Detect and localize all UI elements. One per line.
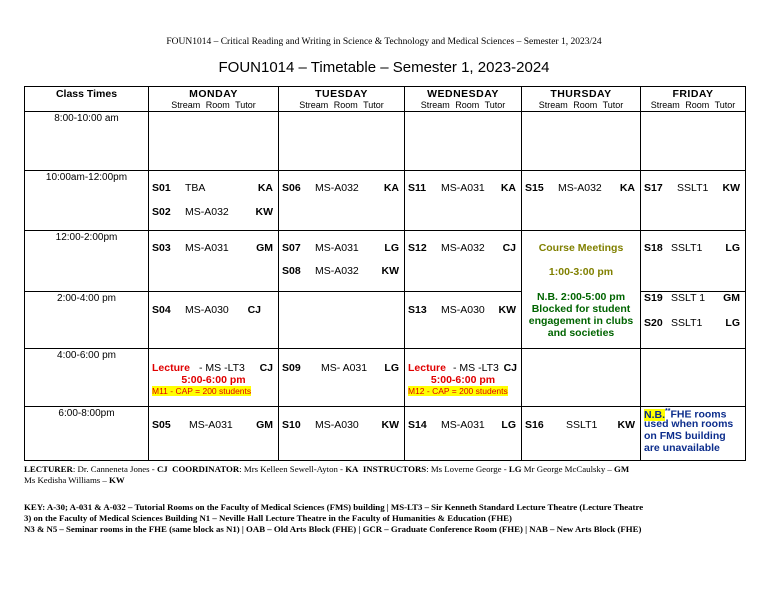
column-subheader: Stream Room Tutor [171,100,256,110]
time-cell: 10:00am-12:00pm [25,171,149,231]
session-entry [522,419,640,432]
class-times-label: Class Times [55,88,118,100]
tutor: KA [500,182,516,194]
table-cell [405,171,522,231]
stream: S07 [282,242,301,254]
lecturer-name: : Dr. Canneneta Jones - [72,464,157,474]
tutor: GM [256,242,273,254]
lecture-label: Lecture [408,362,446,374]
fhe-note-line: used when rooms [644,418,734,430]
room: MS-A030 [315,419,359,431]
stream: S16 [525,419,544,431]
fhe-note-text: FHE rooms [670,408,727,421]
lecture-label: Lecture [152,362,190,374]
tutor: KW [722,182,740,194]
course-meetings-time: 1:00-3:00 pm [548,266,614,278]
fhe-note-line: on FMS building [644,430,726,442]
table-row [25,112,746,171]
room: TBA [185,182,206,194]
key-line: N3 & N5 – Seminar rooms in the FHE (same block as N1) | OAB – Old Arts Block (FHE) | GCR – Graduate Conference Room (FHE) | NAB – New Arts Block (FHE) [24,524,642,534]
session-entry [522,182,640,195]
stream: S18 [644,242,663,254]
session-entry [641,242,745,255]
tutor: CJ [502,242,516,254]
room: SSLT1 [677,182,709,194]
room-key [24,502,754,535]
room: MS-A032 [558,182,602,194]
table-cell [641,349,746,407]
day-header-monday [149,87,279,112]
room: MS-A032 [185,206,229,218]
room: SSLT1 [671,317,703,329]
time-cell: 2:00-4:00 pm [25,292,149,349]
room: SSLT1 [566,419,598,431]
engagement-text: engagement in clubs [528,315,634,327]
table-cell [522,349,641,407]
tutor: LG [384,242,399,254]
table-cell [149,171,279,231]
instructor-1-name: : Ms Loverne George - [426,464,509,474]
capacity-badge: M11 - CAP = 200 students [152,386,252,396]
lecture-room: - MS -LT3 [199,362,245,374]
tutor: LG [725,317,740,329]
tutor: KA [619,182,635,194]
day-header-friday [641,87,746,112]
table-cell [522,407,641,461]
room: MS-A031 [441,419,485,431]
lecture-capacity [152,385,278,397]
table-cell [279,112,405,171]
session-entry [279,419,404,432]
class-times-header [25,87,149,112]
stream: S13 [408,304,427,316]
instructor-2-name: Mr George McCaulsky – [521,464,615,474]
tutor: CJ [247,304,261,316]
session-entry [405,419,521,432]
time-cell: 4:00-6:00 pm [25,349,149,407]
session-entry [405,242,521,255]
session-entry [149,182,278,195]
coordinator-code: KA [345,464,359,474]
session-entry [279,242,404,255]
time-cell: 8:00-10:00 am [25,112,149,171]
stream: S06 [282,182,301,194]
staff-legend [24,464,754,486]
column-subheader: Stream Room Tutor [420,100,506,110]
lecture-cell-monday [149,349,279,407]
tutor: LG [725,242,740,254]
instructor-3-name: Ms Kedisha Williams – [24,475,110,485]
lecture-time: 5:00-6:00 pm [181,374,246,386]
table-cell [405,112,522,171]
table-cell [149,407,279,461]
stream: S15 [525,182,544,194]
table-cell [641,292,746,349]
time-cell: 12:00-2:00pm [25,231,149,292]
room: MS-A031 [185,242,229,254]
tutor: KA [383,182,399,194]
key-line: KEY: A-30; A-031 & A-032 – Tutorial Rooms on the Faculty of Medical Sciences (FMS) building | MS-LT3 – Sir Kenneth Standard Lecture Theatre (Lecture Theatre [24,502,644,512]
table-row [25,171,746,231]
table-cell [405,231,522,292]
table-cell [279,349,405,407]
room: MS-A030 [441,304,485,316]
stream: S01 [152,182,171,194]
day-header-thursday [522,87,641,112]
session-entry [149,206,278,219]
table-row [25,231,746,292]
room: SSLT 1 [671,292,706,304]
blocked-text: Blocked for student [531,303,631,315]
table-cell [149,292,279,349]
instructor-2-code: GM [614,464,630,474]
tutor: LG [384,362,399,374]
table-cell [641,231,746,292]
capacity-badge: M12 - CAP = 200 students [408,386,508,396]
table-row [25,407,746,461]
session-entry [279,182,404,195]
stream: S09 [282,362,301,374]
page-title: FOUN1014 – Timetable – Semester 1, 2023-2024 [218,59,550,76]
stream: S17 [644,182,663,194]
room: MS-A031 [441,182,485,194]
thursday-meetings-cell [522,231,641,349]
instructor-3-code: KW [109,475,125,485]
nb-highlight: N.B. [644,408,665,421]
stream: S10 [282,419,301,431]
course-meetings-label: Course Meetings [538,242,624,254]
fhe-note-cell [641,407,746,461]
day-header-tuesday [279,87,405,112]
session-entry [641,182,745,195]
tutor: KW [617,419,635,431]
session-entry [149,242,278,255]
lecture-time: 5:00-6:00 pm [430,374,496,386]
room: SSLT1 [671,242,703,254]
session-entry [149,419,278,432]
table-cell [641,112,746,171]
room: MS-A032 [441,242,485,254]
room: MS-A032 [315,265,359,277]
tutor: KW [381,265,399,277]
day-name: MONDAY [189,88,238,100]
table-cell [279,407,405,461]
coordinator-name: : Mrs Kelleen Sewell-Ayton - [239,464,346,474]
lecturer-code: CJ [156,464,168,474]
note-marker: ** [665,408,671,415]
stream: S12 [408,242,427,254]
time-cell: 6:00-8:00pm [25,407,149,461]
lecture-room: - MS -LT3 [453,362,499,374]
session-entry [405,182,521,195]
tutor: GM [723,292,740,304]
table-cell [522,171,641,231]
table-row [25,349,746,407]
day-name: FRIDAY [672,88,714,100]
session-entry [405,304,521,317]
column-subheader: Stream Room Tutor [299,100,384,110]
stream: S03 [152,242,171,254]
session-entry [279,265,404,278]
session-entry [641,317,745,330]
tutor: KW [381,419,399,431]
table-cell [522,112,641,171]
timetable [24,86,746,461]
table-cell [279,171,405,231]
lecture-tutor: CJ [259,362,273,374]
header-row [25,87,746,112]
lecture-cell-wednesday [405,349,522,407]
room: MS- A031 [321,362,368,374]
table-cell [405,292,522,349]
stream: S08 [282,265,301,277]
session-entry [641,292,745,305]
stream: S19 [644,292,663,304]
room: MS-A032 [315,182,359,194]
day-header-wednesday [405,87,522,112]
societies-text: and societies [547,327,615,339]
instructor-1-code: LG [508,464,522,474]
fhe-note-line: are unavailable [644,442,720,454]
table-cell [149,112,279,171]
tutor: KA [257,182,273,194]
room: MS-A031 [315,242,359,254]
table-cell [279,231,405,292]
table-cell [149,231,279,292]
table-cell [405,407,522,461]
lecture-tutor: CJ [503,362,517,374]
day-name: TUESDAY [315,88,368,100]
coordinator-label: COORDINATOR [172,464,240,474]
room: MS-A030 [185,304,229,316]
lecture-capacity [408,385,521,397]
day-name: THURSDAY [550,88,612,100]
table-cell [279,292,405,349]
stream: S02 [152,206,171,218]
lecturer-label: LECTURER [24,464,73,474]
tutor: KW [255,206,273,218]
tutor: LG [501,419,516,431]
key-line: 3) on the Faculty of Medical Sciences Building N1 – Neville Hall Lecture Theatre in the Faculty of Humanities & Education (FHE) [24,513,512,523]
instructors-label: INSTRUCTORS [362,464,427,474]
document-header: FOUN1014 – Critical Reading and Writing in Science & Technology and Medical Sciences – Semester 1, 2023/24 [166,37,602,47]
nb-block-time: N.B. 2:00-5:00 pm [536,291,626,303]
day-name: WEDNESDAY [427,88,499,100]
session-entry [149,304,278,317]
stream: S20 [644,317,663,329]
column-subheader: Stream Room Tutor [538,100,624,110]
stream: S14 [408,419,427,431]
room: MS-A031 [189,419,233,431]
tutor: KW [498,304,516,316]
stream: S04 [152,304,171,316]
table-cell [641,171,746,231]
column-subheader: Stream Room Tutor [650,100,736,110]
stream: S11 [408,182,427,194]
stream: S05 [152,419,171,431]
session-entry [279,362,404,375]
tutor: GM [256,419,273,431]
